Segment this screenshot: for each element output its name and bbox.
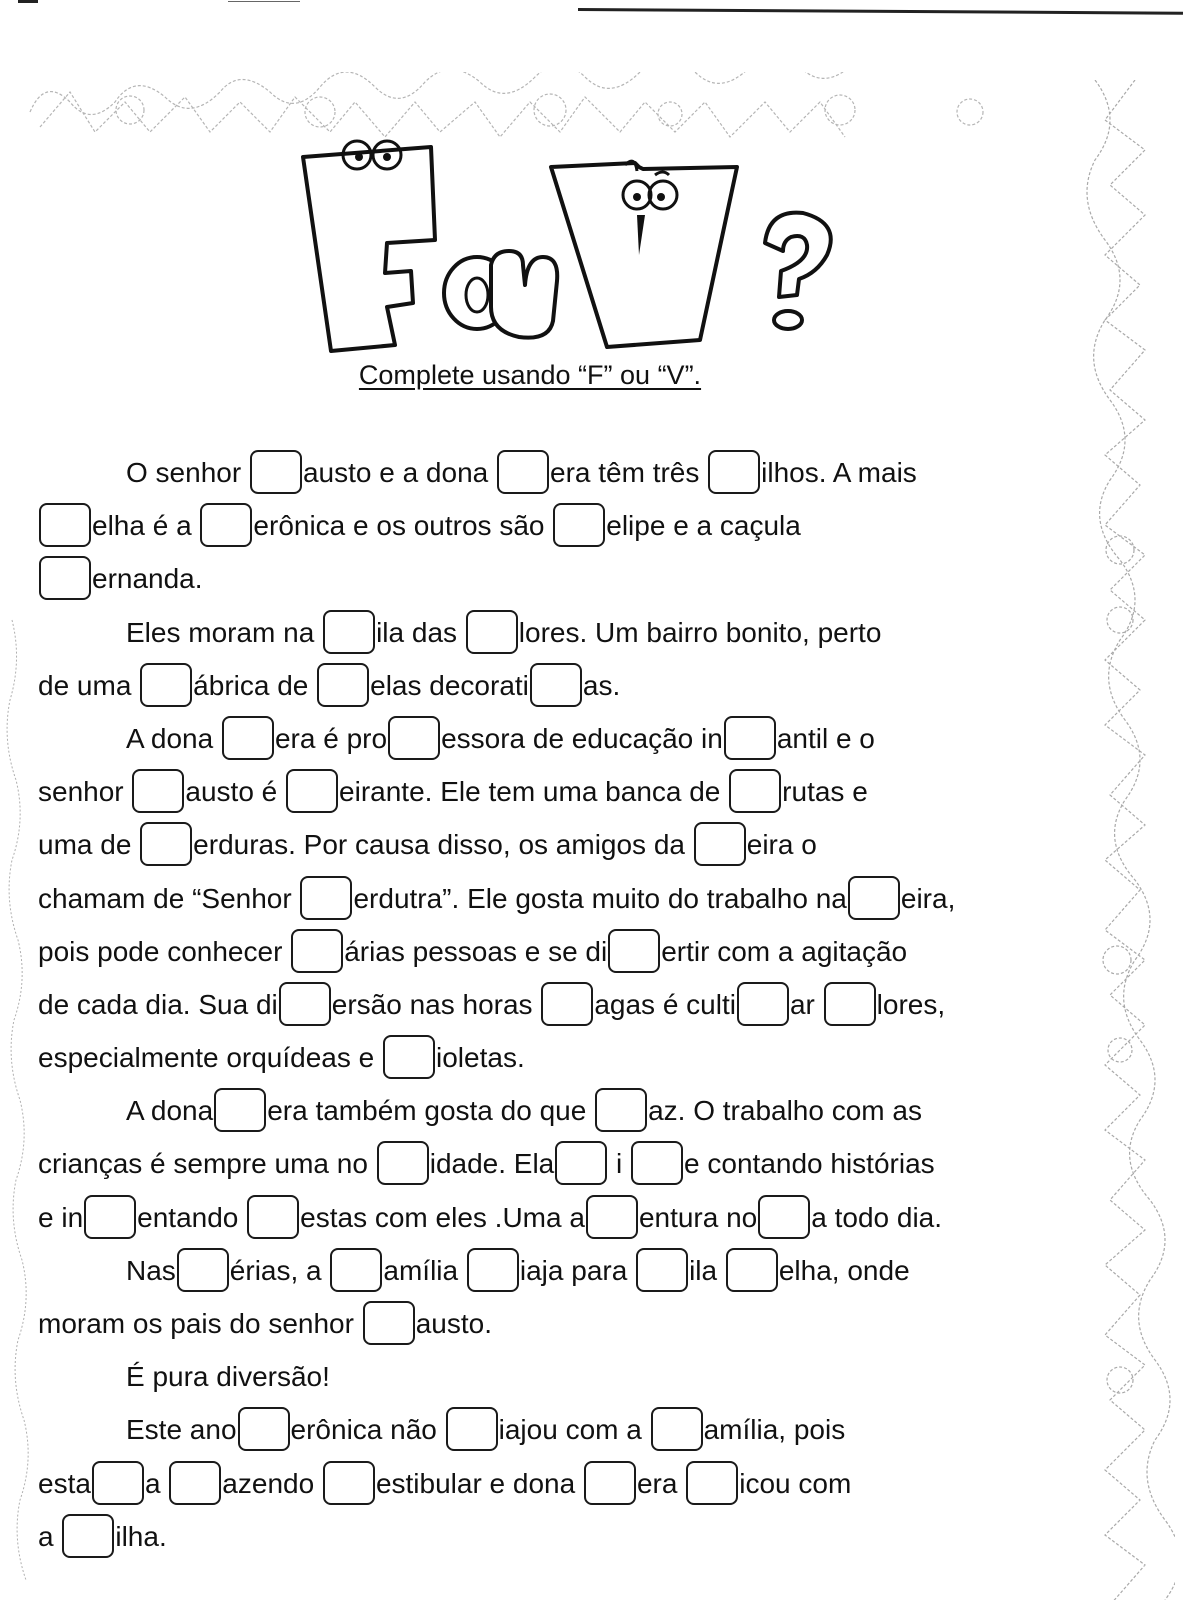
text-line — [38, 1510, 1088, 1563]
answer-blank-box[interactable] — [300, 876, 352, 920]
text-fragment: ersão nas horas — [331, 988, 541, 1020]
text-fragment: a — [38, 1520, 62, 1552]
answer-blank-box[interactable] — [541, 982, 593, 1026]
text-line — [38, 1297, 1088, 1350]
text-fragment: lores. Um bairro bonito, perto — [518, 616, 882, 648]
text-line — [38, 818, 1088, 871]
question-mark-shape — [765, 213, 831, 297]
answer-blank-box[interactable] — [694, 822, 746, 866]
answer-blank-box[interactable] — [247, 1195, 299, 1239]
answer-blank-box[interactable] — [222, 716, 274, 760]
answer-blank-box[interactable] — [200, 503, 252, 547]
answer-blank-box[interactable] — [286, 769, 338, 813]
text-fragment: ar — [789, 988, 823, 1020]
text-fragment: A dona — [126, 1095, 214, 1127]
text-line — [38, 1457, 1088, 1510]
answer-blank-box[interactable] — [317, 663, 369, 707]
text-fragment: ernanda. — [92, 563, 203, 595]
text-fragment: elas decorati — [370, 669, 529, 701]
answer-blank-box[interactable] — [291, 929, 343, 973]
text-fragment: era também gosta do que — [267, 1095, 595, 1127]
text-fragment: ábrica de — [193, 669, 317, 701]
text-line — [38, 1403, 1088, 1456]
text-fragment: erduras. Por causa disso, os amigos da — [193, 829, 693, 861]
text-fragment: Este ano — [126, 1414, 237, 1446]
answer-blank-box[interactable] — [636, 1248, 688, 1292]
text-fragment: agas é culti — [594, 988, 736, 1020]
text-line — [38, 765, 1088, 818]
text-fragment: O senhor — [126, 457, 249, 488]
text-fragment: de cada dia. Sua di — [38, 988, 278, 1020]
instruction-heading: Complete usando “F” ou “V”. — [358, 360, 702, 390]
scan-edge-mark — [18, 0, 38, 3]
answer-blank-box[interactable] — [467, 1248, 519, 1292]
answer-blank-box[interactable] — [250, 450, 302, 494]
text-fragment: ioletas. — [436, 1042, 525, 1074]
answer-blank-box[interactable] — [92, 1461, 144, 1505]
answer-blank-box[interactable] — [330, 1248, 382, 1292]
answer-blank-box[interactable] — [279, 982, 331, 1026]
text-line — [38, 659, 1088, 712]
text-fragment: a — [144, 1467, 169, 1499]
text-line — [38, 1191, 1088, 1244]
text-fragment: icou com — [739, 1467, 852, 1499]
answer-blank-box[interactable] — [595, 1088, 647, 1132]
answer-blank-box[interactable] — [608, 929, 660, 973]
answer-blank-box[interactable] — [686, 1461, 738, 1505]
text-line — [38, 552, 1088, 605]
answer-blank-box[interactable] — [584, 1461, 636, 1505]
text-line — [38, 872, 1088, 925]
text-fragment: ilha. — [115, 1520, 167, 1552]
answer-blank-box[interactable] — [177, 1248, 229, 1292]
answer-blank-box[interactable] — [214, 1088, 266, 1132]
text-fragment: rutas e — [782, 776, 868, 808]
text-fragment: É pura diversão! — [126, 1361, 330, 1393]
text-fragment: austo. — [415, 1308, 492, 1339]
text-fragment: elha, onde — [778, 1254, 910, 1286]
letter-f-shape — [303, 147, 435, 351]
answer-blank-box[interactable] — [824, 982, 876, 1026]
text-line — [38, 1084, 1088, 1137]
text-fragment: Nas — [126, 1254, 176, 1286]
text-fragment: az. O trabalho com as — [648, 1095, 922, 1127]
answer-blank-box[interactable] — [169, 1461, 221, 1505]
answer-blank-box[interactable] — [724, 716, 776, 760]
text-line — [38, 606, 1088, 659]
text-fragment: amília — [383, 1254, 466, 1286]
text-fragment: elipe e a caçula — [606, 510, 801, 542]
text-fragment: e in — [38, 1201, 84, 1233]
text-fragment: de uma — [38, 669, 140, 701]
answer-blank-box[interactable] — [530, 663, 582, 707]
text-fragment: amília, pois — [703, 1414, 846, 1446]
text-fragment: erônica e os outros são — [253, 510, 553, 542]
answer-blank-box[interactable] — [377, 1141, 429, 1185]
text-fragment: entando — [137, 1201, 247, 1233]
answer-blank-box[interactable] — [62, 1514, 114, 1558]
text-fragment: ertir com a agitação — [661, 935, 908, 967]
text-fragment: as. — [582, 669, 621, 701]
text-line — [38, 499, 1088, 552]
fill-in-the-blank-text — [38, 446, 1088, 1563]
text-fragment: antil e o — [776, 722, 875, 754]
text-fragment: era é pro — [274, 722, 388, 754]
text-line — [38, 925, 1088, 978]
text-fragment: iaja para — [519, 1254, 636, 1286]
text-fragment: austo é — [185, 776, 286, 808]
text-fragment: i — [608, 1148, 631, 1180]
text-line — [38, 446, 1088, 499]
text-fragment: pois pode conhecer — [38, 935, 291, 967]
title-illustration-f-ou-v — [295, 125, 855, 360]
text-line — [38, 712, 1088, 765]
text-fragment: érias, a — [229, 1254, 330, 1286]
text-fragment: lores, — [876, 988, 946, 1020]
text-fragment: entura no — [638, 1201, 758, 1233]
text-fragment: elha é a — [92, 510, 200, 542]
text-line — [38, 1350, 1088, 1403]
answer-blank-box[interactable] — [726, 1248, 778, 1292]
text-fragment: erdutra”. Ele gosta muito do trabalho na — [353, 882, 847, 914]
answer-blank-box[interactable] — [708, 450, 760, 494]
text-fragment: uma de — [38, 829, 140, 861]
answer-blank-box[interactable] — [586, 1195, 638, 1239]
answer-blank-box[interactable] — [323, 1461, 375, 1505]
answer-blank-box[interactable] — [553, 503, 605, 547]
answer-blank-box[interactable] — [363, 1301, 415, 1345]
answer-blank-box[interactable] — [848, 876, 900, 920]
text-fragment: era — [636, 1467, 686, 1499]
answer-blank-box[interactable] — [84, 1195, 136, 1239]
answer-blank-box[interactable] — [737, 982, 789, 1026]
text-fragment: a todo dia. — [811, 1201, 943, 1233]
text-fragment: ilhos. A mais — [761, 457, 917, 488]
decorative-letter-border-left — [0, 600, 30, 1600]
text-fragment: eira o — [746, 829, 817, 861]
answer-blank-box[interactable] — [497, 450, 549, 494]
text-fragment: essora de educação in — [441, 722, 723, 754]
letter-u-shape — [491, 251, 557, 338]
text-fragment: idade. Ela — [429, 1148, 555, 1180]
answer-blank-box[interactable] — [238, 1407, 290, 1451]
text-fragment: esta — [38, 1467, 91, 1499]
text-fragment: estas com eles .Uma a — [300, 1201, 585, 1233]
scan-edge-mark — [228, 1, 300, 2]
text-fragment: e contando histórias — [684, 1148, 935, 1180]
letter-v-shape — [551, 163, 737, 347]
text-line — [38, 1031, 1088, 1084]
text-fragment: estibular e dona — [375, 1467, 583, 1499]
text-fragment: ila — [689, 1254, 725, 1286]
text-line — [38, 1137, 1088, 1190]
answer-blank-box[interactable] — [140, 822, 192, 866]
text-fragment: árias pessoas e se di — [344, 935, 608, 967]
answer-blank-box[interactable] — [323, 610, 375, 654]
answer-blank-box[interactable] — [758, 1195, 810, 1239]
text-fragment: austo e a dona — [302, 457, 496, 488]
answer-blank-box[interactable] — [651, 1407, 703, 1451]
answer-blank-box[interactable] — [729, 769, 781, 813]
answer-blank-box[interactable] — [39, 556, 91, 600]
text-fragment: eira, — [900, 882, 956, 914]
text-line — [38, 978, 1088, 1031]
text-fragment: iajou com a — [498, 1414, 650, 1446]
answer-blank-box[interactable] — [383, 1035, 435, 1079]
text-fragment: Eles moram na — [126, 616, 323, 648]
answer-blank-box[interactable] — [631, 1141, 683, 1185]
text-fragment: eirante. Ele tem uma banca de — [339, 776, 729, 808]
text-fragment: moram os pais do senhor — [38, 1308, 362, 1339]
text-fragment: A dona — [126, 722, 221, 754]
text-fragment: especialmente orquídeas e — [38, 1042, 382, 1074]
answer-blank-box[interactable] — [39, 503, 91, 547]
text-fragment: crianças é sempre uma no — [38, 1148, 376, 1180]
answer-blank-box[interactable] — [132, 769, 184, 813]
text-fragment: era têm três — [550, 457, 708, 488]
answer-blank-box[interactable] — [555, 1141, 607, 1185]
text-fragment: erônica não — [290, 1414, 445, 1446]
answer-blank-box[interactable] — [388, 716, 440, 760]
answer-blank-box[interactable] — [466, 610, 518, 654]
text-fragment: azendo — [222, 1467, 322, 1499]
answer-blank-box[interactable] — [140, 663, 192, 707]
text-fragment: ila das — [376, 616, 465, 648]
text-line — [38, 1244, 1088, 1297]
text-fragment: chamam de “Senhor — [38, 882, 300, 914]
scan-edge-rule — [578, 8, 1183, 15]
answer-blank-box[interactable] — [446, 1407, 498, 1451]
text-fragment: senhor — [38, 776, 132, 808]
